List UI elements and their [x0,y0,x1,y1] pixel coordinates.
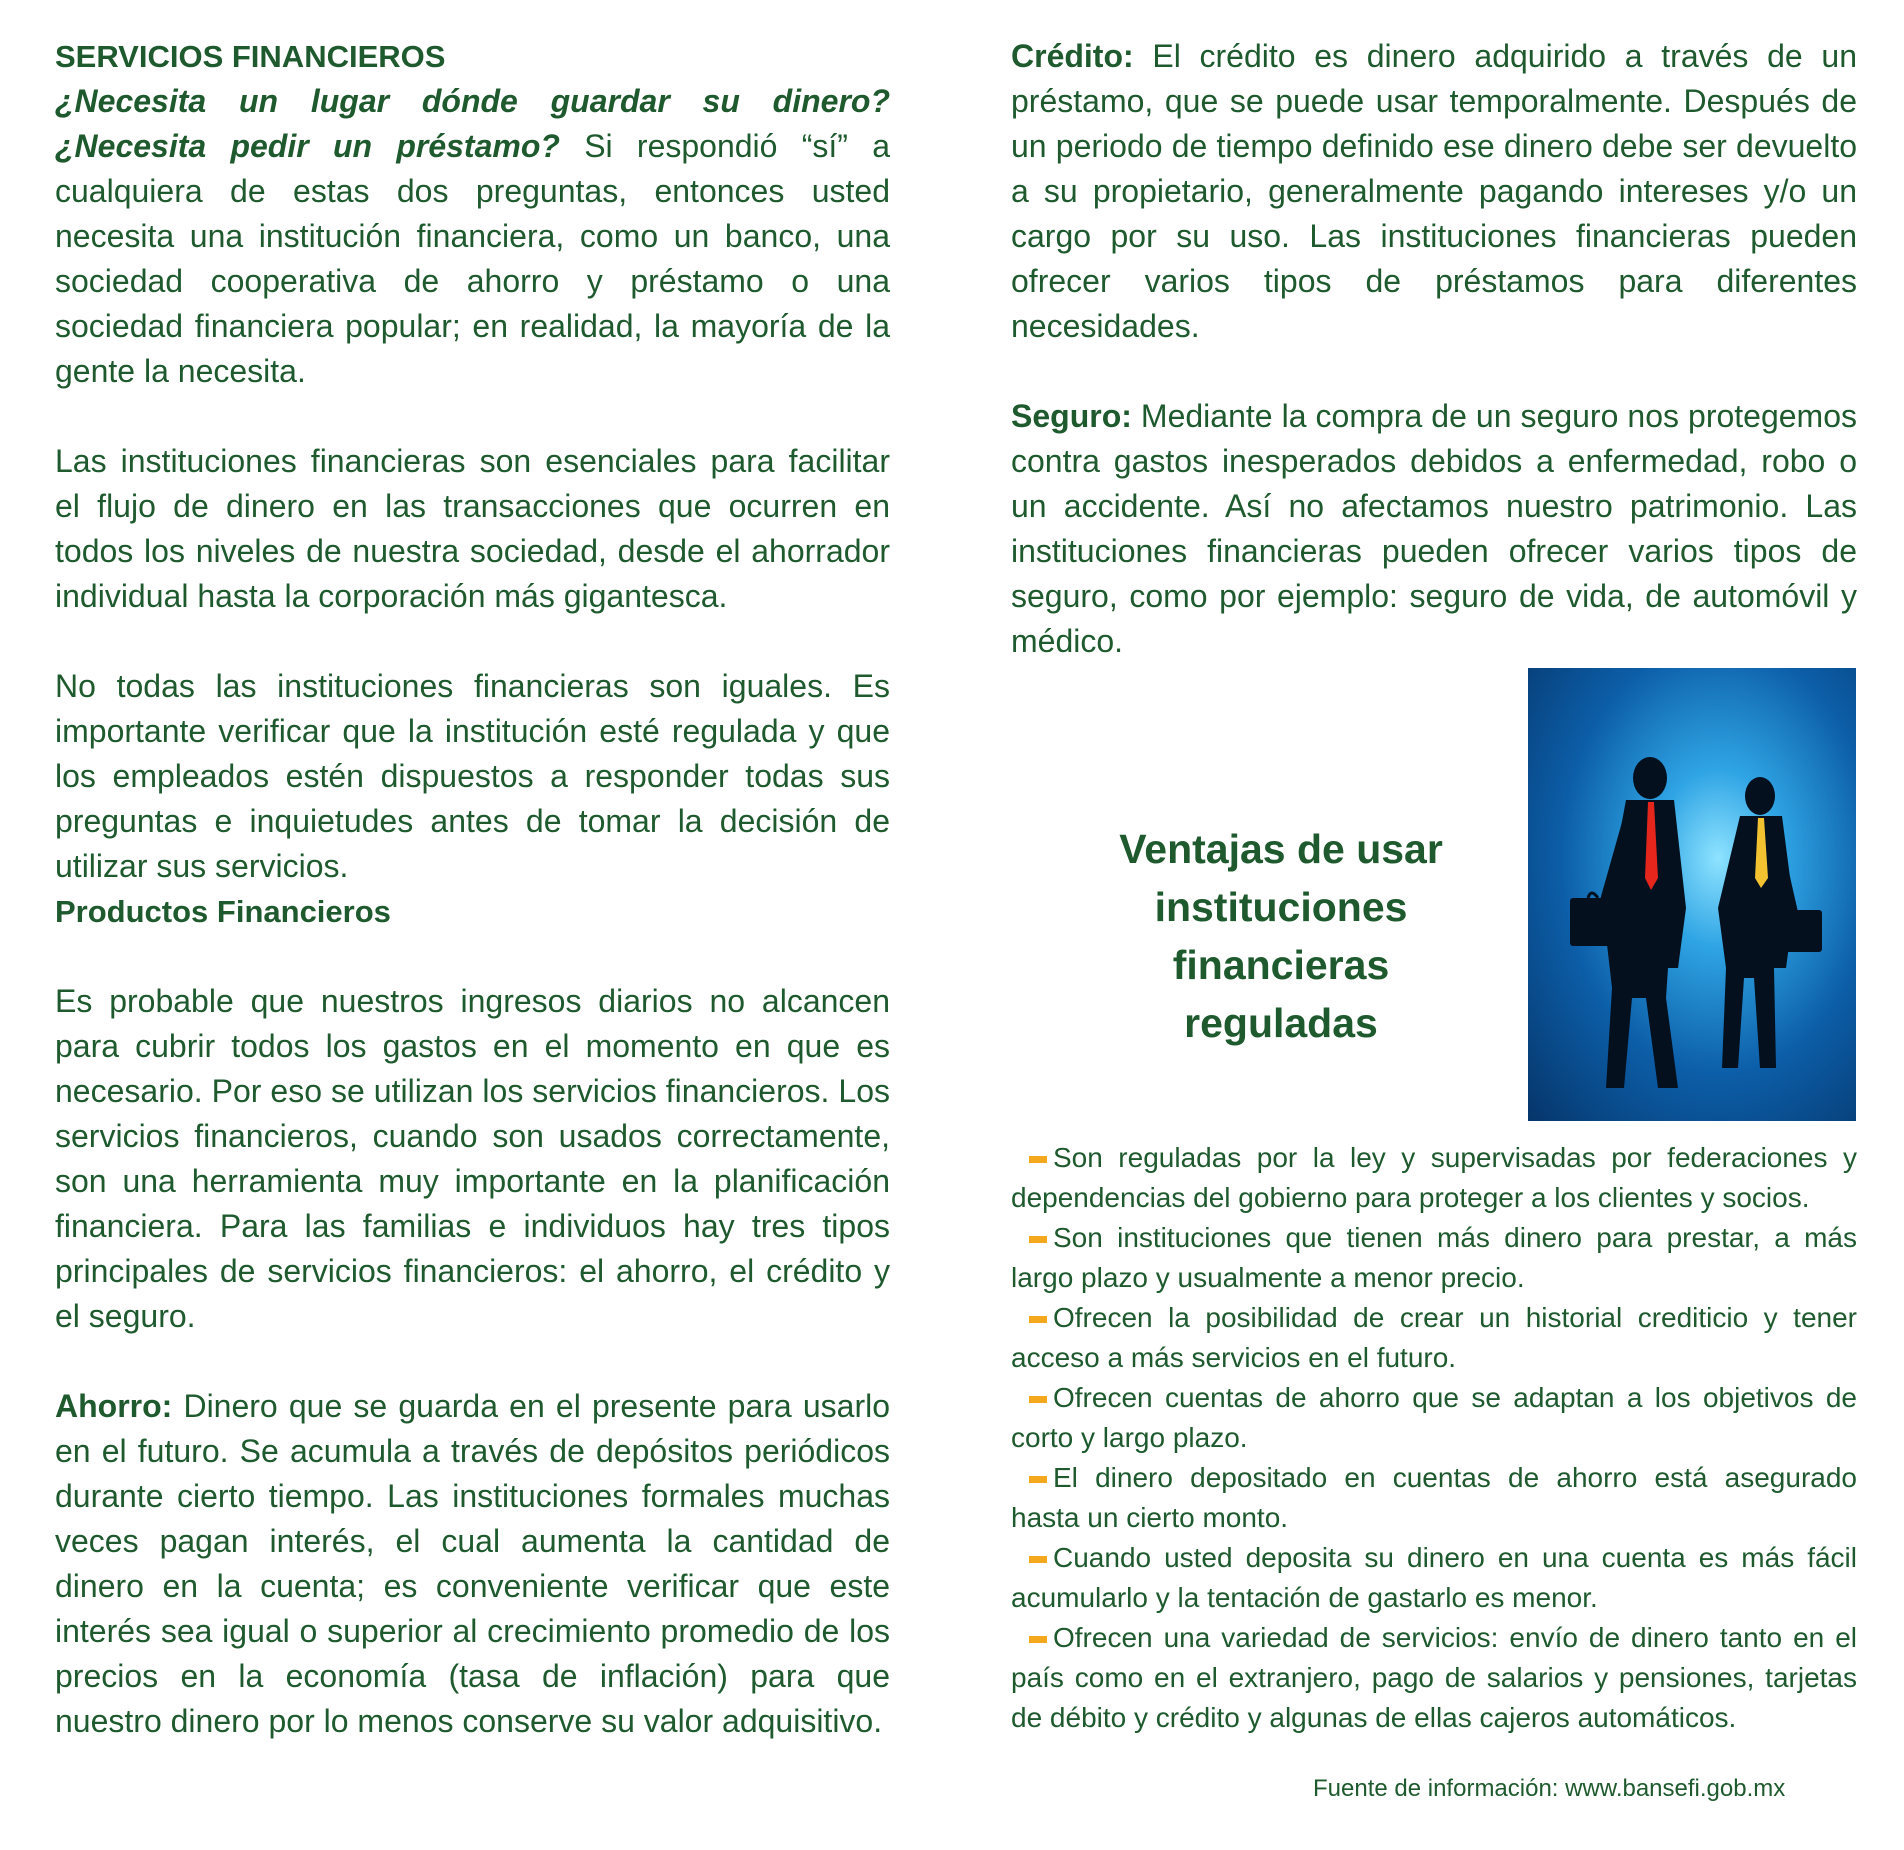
ventajas-title: Ventajas de usar instituciones financieras reguladas [1119,826,1443,1046]
credito-label: Crédito: [1011,38,1134,74]
paragraph-credito [1011,34,1857,349]
list-item: Son instituciones que tienen más dinero para prestar, a más largo plazo y usualmente a menor precio. [1011,1222,1857,1293]
left-column [55,34,890,1744]
ahorro-label: Ahorro: [55,1388,173,1424]
orange-dash-icon [1029,1396,1047,1403]
intro-paragraph [55,79,890,394]
seguro-text: Mediante la compra de un seguro nos protegemos contra gastos inesperados debidos a enfermedad, robo o un accidente. Así no afectamos nuestro patrimonio. Las instituciones financieras pueden ofrecer varios tipos de seguro, como por ejemplo: seguro de vida, de automóvil y médico. [1011,398,1857,659]
businessmen-photo [1528,668,1856,1121]
paragraph-regulacion: No todas las instituciones financieras son iguales. Es importante verificar que la institución esté regulada y que los empleados estén dispuestos a responder todas sus preguntas e inquietudes antes de tomar la decisión de utilizar sus servicios. [55,668,890,884]
intro-question: ¿Necesita un lugar dónde guardar su dinero? ¿Necesita pedir un préstamo? [55,83,890,164]
list-item: Cuando usted deposita su dinero en una cuenta es más fácil acumularlo y la tentación de gastarlo es menor. [1011,1542,1857,1613]
productos-title: Productos Financieros [55,894,391,929]
orange-dash-icon [1029,1316,1047,1323]
paragraph-instituciones: Las instituciones financieras son esenciales para facilitar el flujo de dinero en las transacciones que ocurren en todos los niveles de nuestra sociedad, desde el ahorrador individual hasta la corporación más gigantesca. [55,443,890,614]
businessmen-silhouette-icon [1528,668,1856,1121]
ventajas-block [1011,668,1857,1138]
list-item: Ofrecen cuentas de ahorro que se adaptan a los objetivos de corto y largo plazo. [1011,1382,1857,1453]
orange-dash-icon [1029,1236,1047,1243]
credito-text: El crédito es dinero adquirido a través de un préstamo, que se puede usar temporalmente. Después de un periodo de tiempo definido ese dinero debe ser devuelto a su propietario, generalmente pagando intereses y/o un cargo por su uso. Las instituciones financieras pueden ofrecer varios tipos de préstamos para diferentes necesidades. [1011,38,1857,344]
orange-dash-icon [1029,1636,1047,1643]
orange-dash-icon [1029,1156,1047,1163]
list-item: Son reguladas por la ley y supervisadas por federaciones y dependencias del gobierno para proteger a los clientes y socios. [1011,1142,1857,1213]
seguro-label: Seguro: [1011,398,1132,434]
ahorro-text: Dinero que se guarda en el presente para usarlo en el futuro. Se acumula a través de depósitos periódicos durante cierto tiempo. Las instituciones formales muchas veces pagan interés, el cual aumenta la cantidad de dinero en la cuenta; es conveniente verificar que este interés sea igual o superior al crecimiento promedio de los precios en la economía (tasa de inflación) para que nuestro dinero por lo menos conserve su valor adquisitivo. [55,1388,890,1739]
section-title: SERVICIOS FINANCIEROS [55,39,446,74]
paragraph-productos: Es probable que nuestros ingresos diarios no alcancen para cubrir todos los gastos en el momento en que es necesario. Por eso se utilizan los servicios financieros. Los servicios financieros, cuando son usados correctamente, son una herramienta muy importante en la planificación financiera. Para las familias e individuos hay tres tipos principales de servicios financieros: el ahorro, el crédito y el seguro. [55,983,890,1334]
ventajas-list [1011,1138,1857,1738]
source-note: Fuente de información: www.bansefi.gob.mx [1313,1775,1786,1802]
orange-dash-icon [1029,1556,1047,1563]
list-item: Ofrecen la posibilidad de crear un historial crediticio y tener acceso a más servicios en el futuro. [1011,1302,1857,1373]
orange-dash-icon [1029,1476,1047,1483]
list-item: Ofrecen una variedad de servicios: envío de dinero tanto en el país como en el extranjero, pago de salarios y pensiones, tarjetas de débito y crédito y algunas de ellas cajeros automáticos. [1011,1622,1857,1733]
intro-text: Si respondió “sí” a cualquiera de estas dos preguntas, entonces usted necesita una institución financiera, como un banco, una sociedad cooperativa de ahorro y préstamo o una sociedad financiera popular; en realidad, la mayoría de la gente la necesita. [55,128,891,389]
paragraph-ahorro [55,1384,890,1744]
paragraph-seguro [1011,394,1857,664]
list-item: El dinero depositado en cuentas de ahorro está asegurado hasta un cierto monto. [1011,1462,1857,1533]
right-column [1011,34,1857,1738]
